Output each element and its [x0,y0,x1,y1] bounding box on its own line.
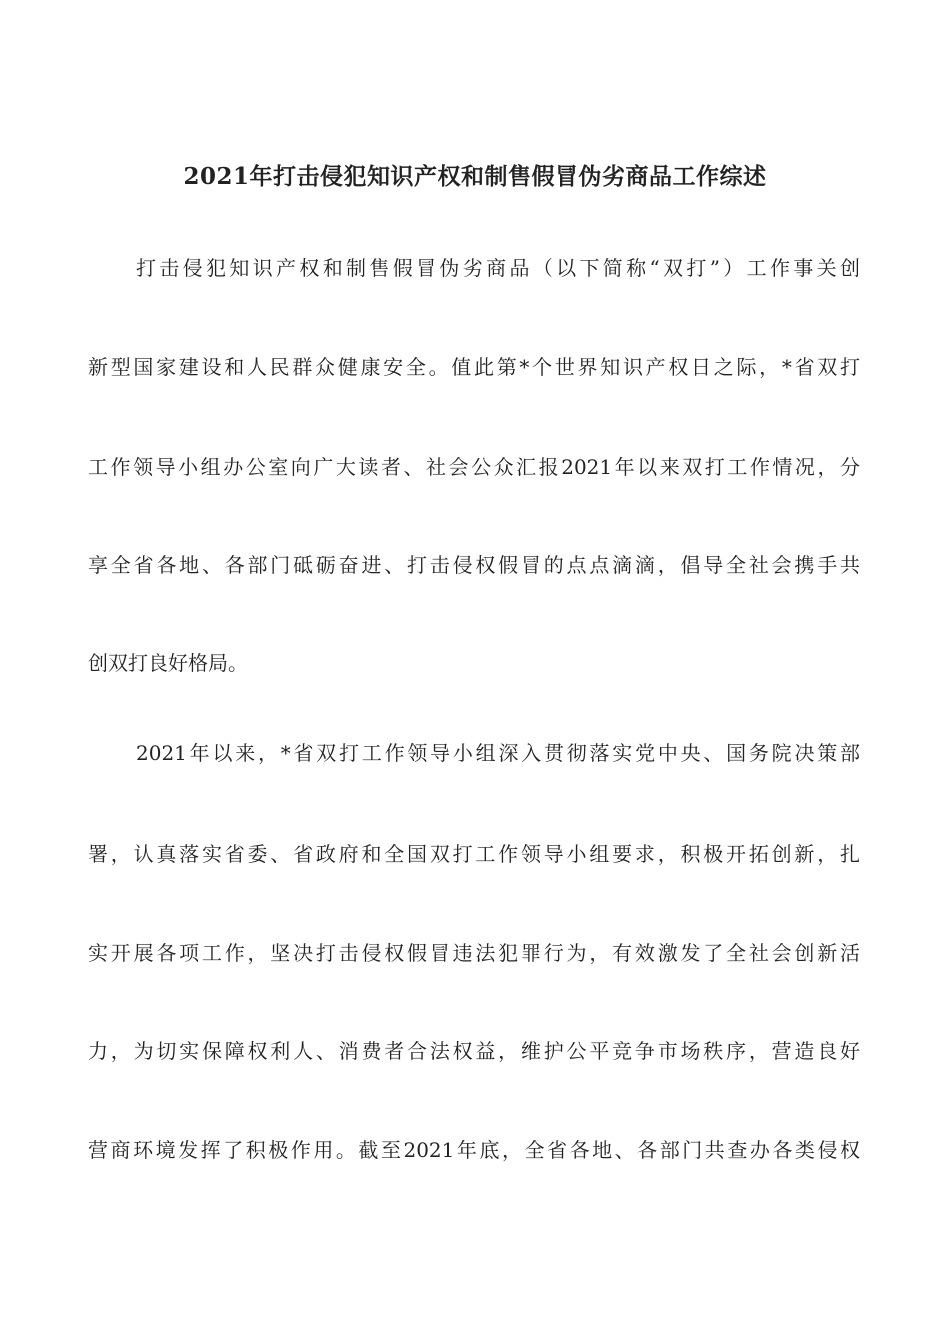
paragraph-2-line-4: 力，为切实保障权利人、消费者合法权益，维护公平竞争市场秩序，营造良好 [88,1039,860,1063]
paragraph-1-line-5: 创双打良好格局。 [88,651,248,675]
paragraph-1-line-3: 工作领导小组办公室向广大读者、社会公众汇报2021年以来双打工作情况，分 [88,455,860,479]
paragraph-1-line-1: 打击侵犯知识产权和制售假冒伪劣商品（以下简称“双打”）工作事关创 [136,256,860,280]
paragraph-1-line-2: 新型国家建设和人民群众健康安全。值此第*个世界知识产权日之际，*省双打 [88,355,860,379]
paragraph-2-line-5: 营商环境发挥了积极作用。截至2021年底，全省各地、各部门共查办各类侵权 [88,1138,860,1162]
document-title: 2021年打击侵犯知识产权和制售假冒伪劣商品工作综述 [183,163,767,190]
paragraph-1-line-4: 享全省各地、各部门砥砺奋进、打击侵权假冒的点点滴滴，倡导全社会携手共 [88,553,860,577]
paragraph-2-line-1: 2021年以来，*省双打工作领导小组深入贯彻落实党中央、国务院决策部 [136,741,860,765]
paragraph-2-line-2: 署，认真落实省委、省政府和全国双打工作领导小组要求，积极开拓创新，扎 [88,842,860,866]
paragraph-2-line-3: 实开展各项工作，坚决打击侵权假冒违法犯罪行为，有效激发了全社会创新活 [88,941,860,965]
